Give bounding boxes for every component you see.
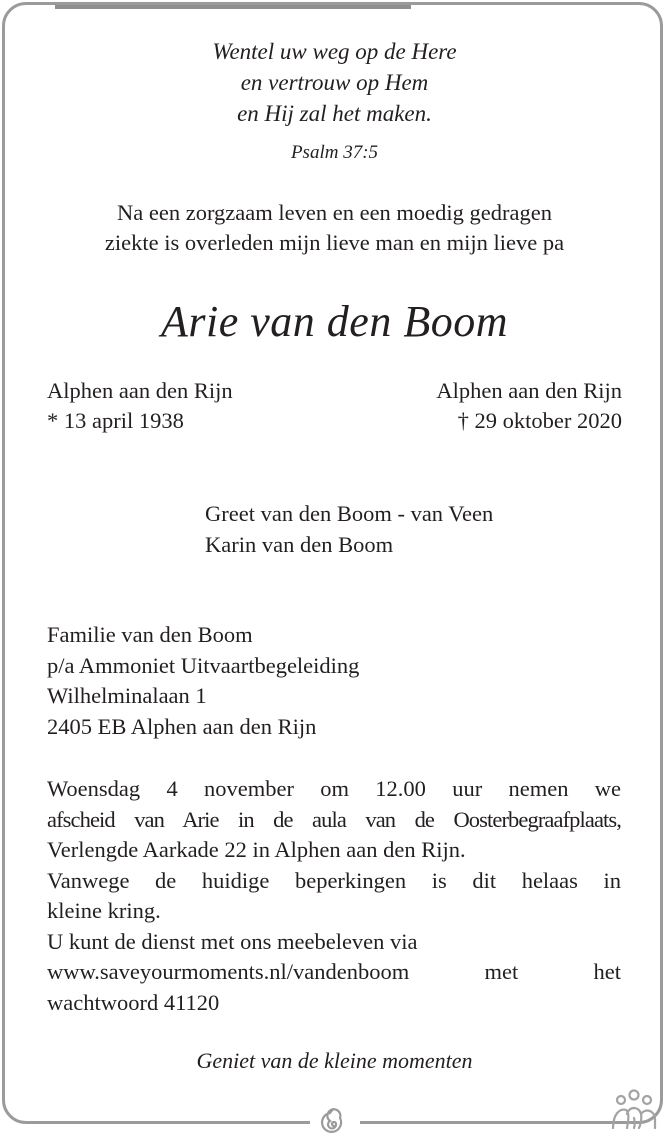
address-line: Familie van den Boom [47, 622, 253, 647]
service-line: Verlengde Aarkade 22 in Alphen aan den Rijn. [47, 837, 466, 862]
service-line: kleine kring. [47, 898, 161, 923]
bible-verse [0, 36, 669, 129]
service-line: wachtwoord 41120 [47, 989, 220, 1015]
death-date: † 29 oktober 2020 [457, 408, 622, 433]
family-people-icon [608, 1088, 660, 1132]
birth-info [47, 376, 233, 436]
deceased-name: Arie van den Boom [161, 297, 508, 346]
service-line-url: www.saveyourmoments.nl/vandenboom met het [47, 959, 621, 984]
intro-text [0, 198, 669, 258]
address-line: 2405 EB Alphen aan den Rijn [47, 713, 317, 739]
spiral-ammonite-icon [318, 1108, 350, 1142]
intro-line: Na een zorgzaam leven en een moedig gedragen [117, 200, 552, 225]
service-details [47, 774, 621, 1018]
relatives-list [205, 498, 493, 560]
birth-date: * 13 april 1938 [47, 408, 184, 433]
closing-phrase: Geniet van de kleine momenten [196, 1048, 473, 1073]
service-line: U kunt de dienst met ons meebeleven via [47, 928, 418, 954]
relative-name: Greet van den Boom - van Veen [205, 501, 494, 526]
top-border-band [55, 5, 411, 9]
verse-reference: Psalm 37:5 [290, 142, 379, 163]
death-place: Alphen aan den Rijn [436, 378, 622, 403]
intro-line: ziekte is overleden mijn lieve man en mijn lieve pa [104, 230, 565, 255]
verse-line: Wentel uw weg op de Here [212, 39, 457, 64]
service-line: Woensdag 4 november om 12.00 uur nemen we [47, 776, 621, 801]
relative-name: Karin van den Boom [205, 532, 394, 557]
address-line: p/a Ammoniet Uitvaartbegeleiding [47, 652, 360, 678]
verse-line: en vertrouw op Hem [240, 70, 429, 95]
address-line: Wilhelminalaan 1 [47, 683, 207, 708]
service-line: afscheid van Arie in de aula van de Oosterbegraafplaats, [47, 806, 621, 832]
correspondence-address [47, 620, 359, 742]
birth-place: Alphen aan den Rijn [47, 378, 233, 403]
service-line: Vanwege de huidige beperkingen is dit helaas in [47, 867, 621, 893]
verse-line: en Hij zal het maken. [237, 101, 432, 126]
death-info [436, 376, 622, 436]
